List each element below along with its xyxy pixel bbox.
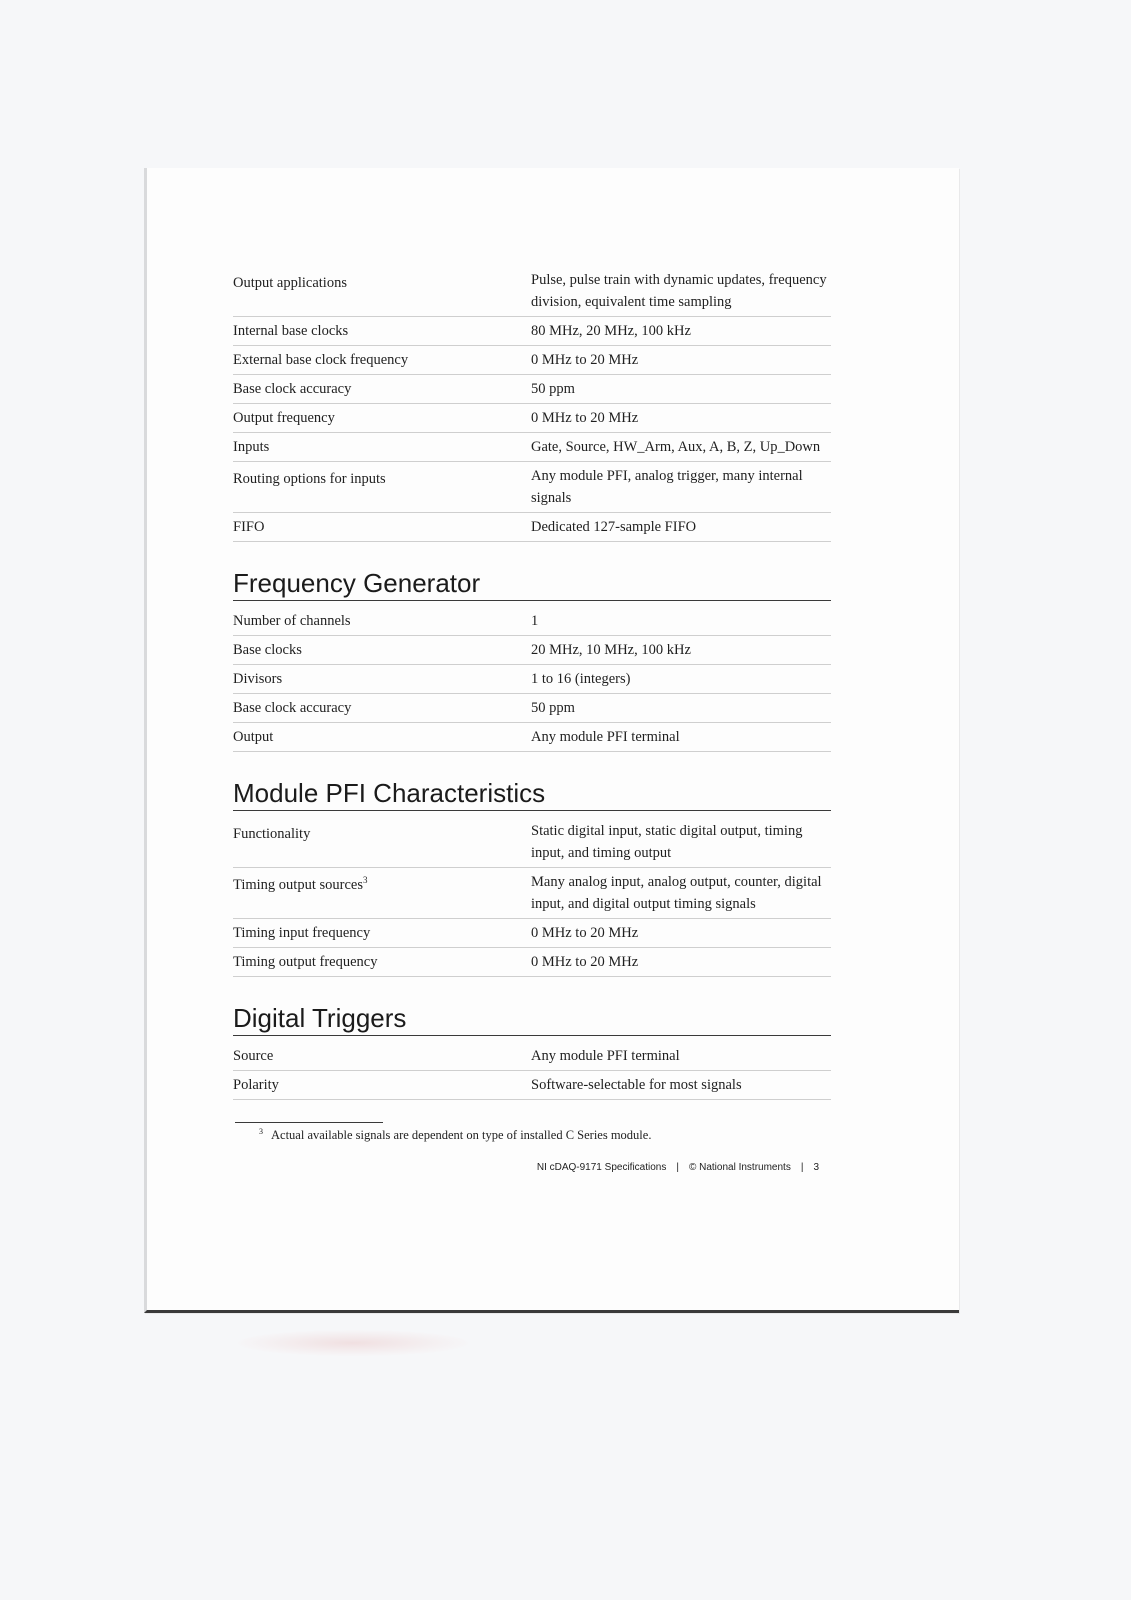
spec-value: 50 ppm bbox=[531, 700, 575, 716]
module-pfi-spec-table bbox=[233, 817, 831, 977]
spec-value: 0 MHz to 20 MHz bbox=[531, 352, 639, 368]
spec-row bbox=[233, 607, 831, 636]
spec-label: Inputs bbox=[233, 439, 270, 455]
frequency-generator-spec-table bbox=[233, 607, 831, 752]
footer-copyright: © National Instruments bbox=[688, 1162, 791, 1173]
spec-label-text: Timing output sources bbox=[233, 877, 363, 893]
spec-label: External base clock frequency bbox=[233, 352, 409, 368]
footnote bbox=[259, 1128, 651, 1143]
section-title-digital-triggers: Digital Triggers bbox=[233, 1001, 831, 1036]
page-footer bbox=[537, 1162, 819, 1173]
spec-label: Divisors bbox=[233, 671, 283, 687]
scan-smudge bbox=[238, 1330, 468, 1356]
spec-row bbox=[233, 723, 831, 752]
spec-row bbox=[233, 462, 831, 513]
spec-value: Gate, Source, HW_Arm, Aux, A, B, Z, Up_Down bbox=[531, 439, 821, 455]
spec-label: Number of channels bbox=[233, 613, 351, 629]
footnote-number: 3 bbox=[259, 1126, 263, 1136]
spec-label: Output frequency bbox=[233, 410, 335, 426]
spec-value: Software-selectable for most signals bbox=[531, 1077, 742, 1093]
spec-label: Polarity bbox=[233, 1077, 279, 1093]
spec-value: Pulse, pulse train with dynamic updates, frequency division, equivalent time sampling bbox=[531, 272, 827, 310]
footnote-text: Actual available signals are dependent on type of installed C Series module. bbox=[271, 1128, 652, 1142]
spec-row bbox=[233, 919, 831, 948]
section-title-module-pfi: Module PFI Characteristics bbox=[233, 776, 831, 811]
spec-value: Any module PFI, analog trigger, many internal signals bbox=[531, 468, 803, 506]
footer-separator: | bbox=[676, 1162, 679, 1173]
spec-row bbox=[233, 346, 831, 375]
spec-value: 0 MHz to 20 MHz bbox=[531, 410, 639, 426]
spec-label: Internal base clocks bbox=[233, 323, 349, 339]
spec-label: Routing options for inputs bbox=[233, 471, 386, 487]
spec-row bbox=[233, 375, 831, 404]
spec-row bbox=[233, 433, 831, 462]
spec-label: Timing output frequency bbox=[233, 954, 378, 970]
spec-value: Any module PFI terminal bbox=[531, 1048, 680, 1064]
spec-value: Dedicated 127-sample FIFO bbox=[531, 519, 697, 535]
spec-value: 50 ppm bbox=[531, 381, 575, 397]
spec-label: Base clock accuracy bbox=[233, 700, 352, 716]
spec-content bbox=[233, 266, 831, 1100]
spec-row bbox=[233, 404, 831, 433]
spec-value: 20 MHz, 10 MHz, 100 kHz bbox=[531, 642, 691, 658]
counter-output-spec-table bbox=[233, 266, 831, 542]
footer-doc-title: NI cDAQ-9171 Specifications bbox=[536, 1162, 667, 1173]
spec-row bbox=[233, 868, 831, 919]
document-page bbox=[144, 168, 959, 1313]
page-number: 3 bbox=[813, 1162, 819, 1173]
spec-label: Output applications bbox=[233, 275, 347, 291]
spec-label-with-footnote bbox=[233, 868, 531, 918]
spec-value: 0 MHz to 20 MHz bbox=[531, 954, 639, 970]
digital-triggers-spec-table bbox=[233, 1042, 831, 1100]
footnote-reference: 3 bbox=[362, 875, 368, 886]
spec-row bbox=[233, 1042, 831, 1071]
spec-label: Base clocks bbox=[233, 642, 302, 658]
spec-label: FIFO bbox=[233, 519, 265, 535]
spec-row bbox=[233, 948, 831, 977]
section-title-frequency-generator: Frequency Generator bbox=[233, 566, 831, 601]
footer-separator: | bbox=[800, 1162, 804, 1173]
spec-row bbox=[233, 317, 831, 346]
spec-label: Output bbox=[233, 729, 274, 745]
spec-value: Static digital input, static digital output, timing input, and timing output bbox=[531, 823, 803, 861]
spec-row bbox=[233, 513, 831, 542]
spec-value: Many analog input, analog output, counter, digital input, and digital output timing signals bbox=[531, 874, 822, 912]
spec-value: 1 to 16 (integers) bbox=[531, 671, 631, 687]
spec-value: 80 MHz, 20 MHz, 100 kHz bbox=[531, 323, 691, 339]
spec-label: Base clock accuracy bbox=[233, 381, 352, 397]
spec-row bbox=[233, 1071, 831, 1100]
spec-row bbox=[233, 266, 831, 317]
spec-value: Any module PFI terminal bbox=[531, 729, 680, 745]
footnote-divider bbox=[235, 1122, 383, 1123]
spec-row bbox=[233, 817, 831, 868]
spec-label: Timing input frequency bbox=[233, 925, 371, 941]
spec-row bbox=[233, 694, 831, 723]
spec-value: 1 bbox=[531, 613, 539, 629]
spec-value: 0 MHz to 20 MHz bbox=[531, 925, 639, 941]
spec-label: Source bbox=[233, 1048, 274, 1064]
spec-label: Functionality bbox=[233, 826, 311, 842]
spec-row bbox=[233, 636, 831, 665]
spec-row bbox=[233, 665, 831, 694]
